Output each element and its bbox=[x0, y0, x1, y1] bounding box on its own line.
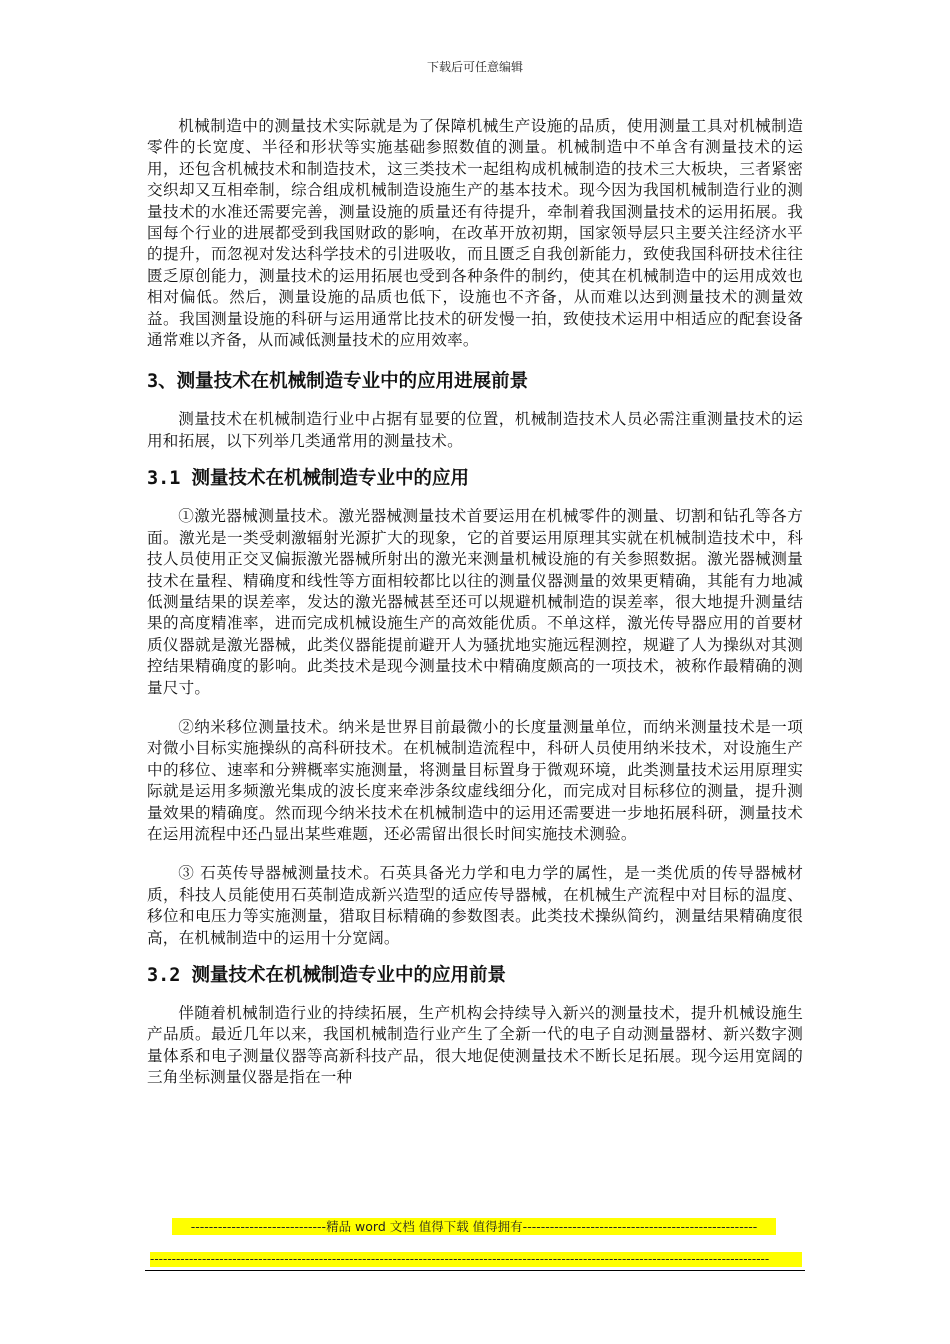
paragraph-nano: ②纳米移位测量技术。纳米是世界目前最微小的长度量测量单位，而纳米测量技术是一项对微小目标实施操纵的高科研技术。在机械制造流程中，科研人员使用纳米技术，对设施生产中的移位、速率和分辨概率实施测量，将测量目标置身于微观环境，此类测量技术运用原理实际就是运用多频激光集成的波长度来牵涉条纹虚线细分化，而完成对目标移位的测量，提升测量效果的精确度。然而现今纳米技术在机械制造中的运用还需要进一步地拓展科研，测量技术在运用流程中还凸显出某些难题，还必需留出很长时间实施技术测验。 bbox=[147, 717, 803, 843]
paragraph-quartz: ③ 石英传导器械测量技术。石英具备光力学和电力学的属性，是一类优质的传导器械材质，科技人员能使用石英制造成新兴造型的适应传导器械，在机械生产流程中对目标的温度、移位和电压力等实施测量，猎取目标精确的参数图表。此类技术操纵简约，测量结果精确度很高，在机械制造中的运用十分宽阔。 bbox=[147, 864, 803, 947]
document-body bbox=[147, 116, 803, 1089]
paragraph-section-3: 测量技术在机械制造行业中占据有显要的位置，机械制造技术人员必需注重测量技术的运用和拓展，以下列举几类通常用的测量技术。 bbox=[147, 410, 803, 450]
footer-dashes: ----------------------------------------------------------------------------------------------------------------------------------------------- bbox=[150, 1252, 802, 1267]
paragraph-laser: ①激光器械测量技术。激光器械测量技术首要运用在机械零件的测量、切割和钻孔等各方面。激光是一类受刺激辐射光源扩大的现象，它的首要运用原理其实就在机械制造技术中，科技人员使用正交叉偏振激光器械所射出的激光来测量机械设施的有关参照数据。激光器械测量技术在量程、精确度和线性等方面相较都比以往的测量仪器测量的效果更精确，其能有力地减低测量结果的误差率，发达的激光器械甚至还可以规避机械制造的误差率，很大地提升测量结果的高度精准率，进而完成机械设施生产的高效能优质。不单这样，激光传导器应用的首要材质仪器就是激光器械，此类仪器能提前避开人为骚扰地实施远程测控，规避了人为操纵对其测控结果精确度的影响。此类技术是现今测量技术中精确度颇高的一项技术，被称作最精确的测量尺寸。 bbox=[147, 507, 803, 697]
section-heading-3: 3、测量技术在机械制造专业中的应用进展前景 bbox=[147, 371, 529, 393]
paragraph-intro: 机械制造中的测量技术实际就是为了保障机械生产设施的品质，使用测量工具对机械制造零件的长宽度、半径和形状等实施基础参照数值的测量。机械制造中不单含有测量技术的运用，还包含机械技术和制造技术，这三类技术一起组构成机械制造的技术三大板块，三者紧密交织却又互相牵制，综合组成机械制造设施生产的基本技术。现今因为我国机械制造行业的测量技术的水准还需要完善，测量设施的质量还有待提升，牵制着我国测量技术的运用拓展。我国每个行业的进展都受到我国财政的影响，在改革开放初期，国家领导层只主要关注经济水平的提升，而忽视对发达科学技术的引进吸收，而且匮乏自我创新能力，致使我国科研技术往往匮乏原创能力，测量技术的运用拓展也受到各种条件的制约，使其在机械制造中的运用成效也相对偏低。然后，测量设施的品质也低下，设施也不齐备，从而难以达到测量技术的测量效益。我国测量设施的科研与运用通常比技术的研发慢一拍，致使技术运用中相适应的配套设备通常难以齐备，从而减低测量技术的应用效率。 bbox=[147, 117, 803, 350]
footer-banner: ------------------------------精品 word 文档 值得下载 值得拥有---------------------------------------------------- bbox=[172, 1218, 776, 1235]
footer-rule bbox=[145, 1270, 805, 1271]
paragraph-prospects: 伴随着机械制造行业的持续拓展，生产机构会持续导入新兴的测量技术，提升机械设施生产品质。最近几年以来，我国机械制造行业产生了全新一代的电子自动测量器材、新兴数字测量体系和电子测量仪器等高新科技产品，很大地促使测量技术不断长足拓展。现今运用宽阔的三角坐标测量仪器是指在一种 bbox=[147, 1004, 803, 1087]
section-heading-3-2: 3.2 测量技术在机械制造专业中的应用前景 bbox=[147, 965, 507, 986]
section-heading-3-1: 3.1 测量技术在机械制造专业中的应用 bbox=[147, 468, 470, 490]
page-header: 下载后可任意编辑 bbox=[426, 60, 523, 74]
